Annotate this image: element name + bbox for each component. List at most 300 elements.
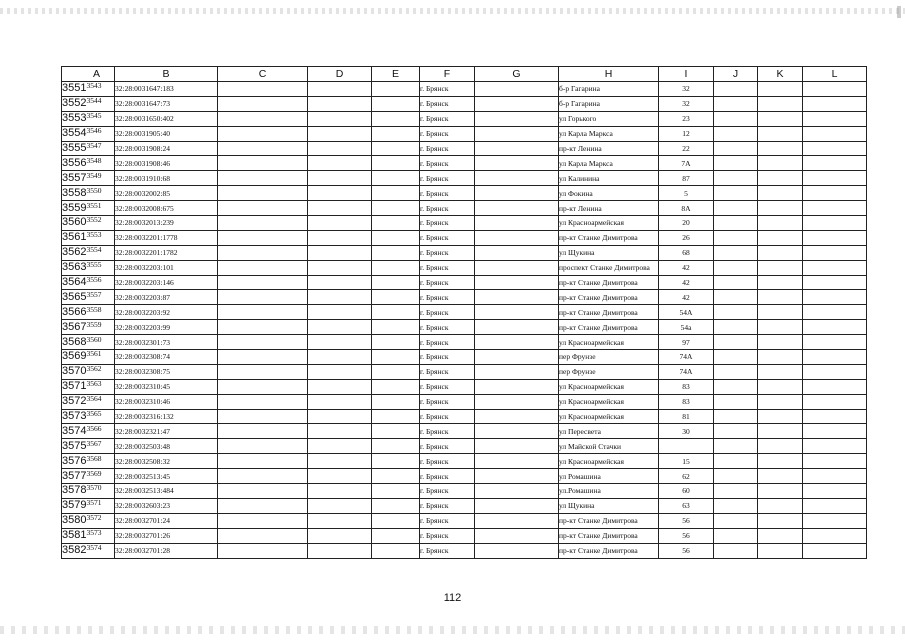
house-number-cell[interactable]: 42 <box>659 290 714 305</box>
house-number-cell[interactable]: 23 <box>659 111 714 126</box>
city-cell[interactable]: г. Брянск <box>420 171 475 186</box>
empty-cell[interactable] <box>372 126 420 141</box>
empty-cell[interactable] <box>758 186 803 201</box>
empty-cell[interactable] <box>475 260 559 275</box>
empty-cell[interactable] <box>714 230 758 245</box>
house-number-cell[interactable]: 56 <box>659 513 714 528</box>
empty-cell[interactable] <box>714 290 758 305</box>
cadastral-number-cell[interactable]: 32:28:0032203:87 <box>115 290 218 305</box>
empty-cell[interactable] <box>714 424 758 439</box>
empty-cell[interactable] <box>218 350 308 365</box>
house-number-cell[interactable]: 81 <box>659 409 714 424</box>
empty-cell[interactable] <box>475 82 559 97</box>
empty-cell[interactable] <box>475 409 559 424</box>
cadastral-number-cell[interactable]: 32:28:0032308:75 <box>115 364 218 379</box>
house-number-cell[interactable]: 32 <box>659 96 714 111</box>
empty-cell[interactable] <box>758 96 803 111</box>
city-cell[interactable]: г. Брянск <box>420 543 475 558</box>
empty-cell[interactable] <box>372 305 420 320</box>
empty-cell[interactable] <box>372 454 420 469</box>
empty-cell[interactable] <box>218 335 308 350</box>
empty-cell[interactable] <box>308 439 372 454</box>
empty-cell[interactable] <box>714 528 758 543</box>
empty-cell[interactable] <box>758 439 803 454</box>
empty-cell[interactable] <box>803 96 867 111</box>
empty-cell[interactable] <box>218 320 308 335</box>
empty-cell[interactable] <box>803 543 867 558</box>
empty-cell[interactable] <box>475 290 559 305</box>
empty-cell[interactable] <box>714 439 758 454</box>
empty-cell[interactable] <box>475 230 559 245</box>
city-cell[interactable]: г. Брянск <box>420 156 475 171</box>
empty-cell[interactable] <box>308 126 372 141</box>
cadastral-number-cell[interactable]: 32:28:0031647:183 <box>115 82 218 97</box>
empty-cell[interactable] <box>714 82 758 97</box>
row-number-cell[interactable] <box>62 379 115 394</box>
empty-cell[interactable] <box>758 335 803 350</box>
empty-cell[interactable] <box>475 335 559 350</box>
empty-cell[interactable] <box>475 439 559 454</box>
street-cell[interactable]: пер Фрунзе <box>559 364 659 379</box>
row-number-cell[interactable] <box>62 350 115 365</box>
cadastral-number-cell[interactable]: 32:28:0032203:146 <box>115 275 218 290</box>
empty-cell[interactable] <box>372 543 420 558</box>
empty-cell[interactable] <box>803 379 867 394</box>
empty-cell[interactable] <box>475 424 559 439</box>
empty-cell[interactable] <box>372 484 420 499</box>
city-cell[interactable]: г. Брянск <box>420 275 475 290</box>
house-number-cell[interactable]: 26 <box>659 230 714 245</box>
empty-cell[interactable] <box>218 305 308 320</box>
row-number-cell[interactable] <box>62 484 115 499</box>
empty-cell[interactable] <box>372 275 420 290</box>
street-cell[interactable]: пр-кт Станке Димитрова <box>559 528 659 543</box>
empty-cell[interactable] <box>308 201 372 216</box>
empty-cell[interactable] <box>218 469 308 484</box>
street-cell[interactable]: ул Горького <box>559 111 659 126</box>
street-cell[interactable]: пр-кт Ленина <box>559 141 659 156</box>
empty-cell[interactable] <box>758 216 803 231</box>
empty-cell[interactable] <box>308 498 372 513</box>
empty-cell[interactable] <box>308 260 372 275</box>
street-cell[interactable]: ул Красноармейская <box>559 335 659 350</box>
empty-cell[interactable] <box>475 320 559 335</box>
street-cell[interactable]: ул Ромашина <box>559 469 659 484</box>
cadastral-number-cell[interactable]: 32:28:0032002:85 <box>115 186 218 201</box>
house-number-cell[interactable]: 30 <box>659 424 714 439</box>
empty-cell[interactable] <box>372 216 420 231</box>
row-number-cell[interactable] <box>62 498 115 513</box>
cadastral-number-cell[interactable]: 32:28:0032316:132 <box>115 409 218 424</box>
city-cell[interactable]: г. Брянск <box>420 513 475 528</box>
empty-cell[interactable] <box>218 171 308 186</box>
empty-cell[interactable] <box>803 439 867 454</box>
house-number-cell[interactable]: 20 <box>659 216 714 231</box>
city-cell[interactable]: г. Брянск <box>420 141 475 156</box>
empty-cell[interactable] <box>475 171 559 186</box>
city-cell[interactable]: г. Брянск <box>420 305 475 320</box>
empty-cell[interactable] <box>372 96 420 111</box>
house-number-cell[interactable]: 5 <box>659 186 714 201</box>
empty-cell[interactable] <box>803 424 867 439</box>
cadastral-number-cell[interactable]: 32:28:0032301:73 <box>115 335 218 350</box>
empty-cell[interactable] <box>218 245 308 260</box>
empty-cell[interactable] <box>803 528 867 543</box>
empty-cell[interactable] <box>714 156 758 171</box>
empty-cell[interactable] <box>308 364 372 379</box>
street-cell[interactable]: б-р Гагарина <box>559 82 659 97</box>
cadastral-number-cell[interactable]: 32:28:0032203:92 <box>115 305 218 320</box>
city-cell[interactable]: г. Брянск <box>420 424 475 439</box>
house-number-cell[interactable]: 87 <box>659 171 714 186</box>
empty-cell[interactable] <box>372 469 420 484</box>
empty-cell[interactable] <box>475 126 559 141</box>
empty-cell[interactable] <box>803 156 867 171</box>
empty-cell[interactable] <box>218 364 308 379</box>
house-number-cell[interactable]: 74А <box>659 350 714 365</box>
empty-cell[interactable] <box>372 335 420 350</box>
empty-cell[interactable] <box>218 126 308 141</box>
empty-cell[interactable] <box>218 216 308 231</box>
row-number-cell[interactable] <box>62 186 115 201</box>
row-number-cell[interactable] <box>62 364 115 379</box>
house-number-cell[interactable]: 15 <box>659 454 714 469</box>
row-number-cell[interactable] <box>62 305 115 320</box>
empty-cell[interactable] <box>372 394 420 409</box>
house-number-cell[interactable]: 83 <box>659 379 714 394</box>
empty-cell[interactable] <box>803 469 867 484</box>
house-number-cell[interactable]: 56 <box>659 528 714 543</box>
city-cell[interactable]: г. Брянск <box>420 454 475 469</box>
empty-cell[interactable] <box>714 320 758 335</box>
empty-cell[interactable] <box>475 111 559 126</box>
empty-cell[interactable] <box>758 454 803 469</box>
street-cell[interactable]: пр-кт Станке Димитрова <box>559 320 659 335</box>
city-cell[interactable]: г. Брянск <box>420 96 475 111</box>
street-cell[interactable]: ул Пересвета <box>559 424 659 439</box>
cadastral-number-cell[interactable]: 32:28:0032321:47 <box>115 424 218 439</box>
row-number-cell[interactable] <box>62 141 115 156</box>
empty-cell[interactable] <box>475 469 559 484</box>
empty-cell[interactable] <box>372 364 420 379</box>
empty-cell[interactable] <box>803 126 867 141</box>
empty-cell[interactable] <box>475 379 559 394</box>
empty-cell[interactable] <box>372 424 420 439</box>
empty-cell[interactable] <box>308 454 372 469</box>
empty-cell[interactable] <box>372 409 420 424</box>
empty-cell[interactable] <box>714 379 758 394</box>
empty-cell[interactable] <box>308 484 372 499</box>
empty-cell[interactable] <box>475 186 559 201</box>
empty-cell[interactable] <box>714 484 758 499</box>
empty-cell[interactable] <box>308 335 372 350</box>
empty-cell[interactable] <box>218 82 308 97</box>
empty-cell[interactable] <box>758 394 803 409</box>
empty-cell[interactable] <box>372 498 420 513</box>
empty-cell[interactable] <box>372 171 420 186</box>
empty-cell[interactable] <box>803 290 867 305</box>
empty-cell[interactable] <box>308 171 372 186</box>
empty-cell[interactable] <box>803 513 867 528</box>
house-number-cell[interactable]: 62 <box>659 469 714 484</box>
cadastral-number-cell[interactable]: 32:28:0032701:24 <box>115 513 218 528</box>
cadastral-number-cell[interactable]: 32:28:0032508:32 <box>115 454 218 469</box>
empty-cell[interactable] <box>218 275 308 290</box>
empty-cell[interactable] <box>475 275 559 290</box>
empty-cell[interactable] <box>308 528 372 543</box>
house-number-cell[interactable]: 42 <box>659 275 714 290</box>
empty-cell[interactable] <box>475 245 559 260</box>
empty-cell[interactable] <box>218 498 308 513</box>
empty-cell[interactable] <box>475 201 559 216</box>
empty-cell[interactable] <box>714 201 758 216</box>
cadastral-number-cell[interactable]: 32:28:0031650:402 <box>115 111 218 126</box>
empty-cell[interactable] <box>308 186 372 201</box>
empty-cell[interactable] <box>218 141 308 156</box>
empty-cell[interactable] <box>475 141 559 156</box>
row-number-cell[interactable] <box>62 513 115 528</box>
empty-cell[interactable] <box>758 364 803 379</box>
row-number-cell[interactable] <box>62 216 115 231</box>
empty-cell[interactable] <box>308 290 372 305</box>
house-number-cell[interactable]: 7А <box>659 156 714 171</box>
empty-cell[interactable] <box>758 409 803 424</box>
empty-cell[interactable] <box>714 335 758 350</box>
street-cell[interactable]: ул.Ромашина <box>559 484 659 499</box>
cadastral-number-cell[interactable]: 32:28:0032013:239 <box>115 216 218 231</box>
street-cell[interactable]: ул Щукина <box>559 245 659 260</box>
empty-cell[interactable] <box>308 424 372 439</box>
empty-cell[interactable] <box>803 245 867 260</box>
empty-cell[interactable] <box>714 126 758 141</box>
city-cell[interactable]: г. Брянск <box>420 230 475 245</box>
empty-cell[interactable] <box>475 484 559 499</box>
empty-cell[interactable] <box>714 513 758 528</box>
house-number-cell[interactable]: 97 <box>659 335 714 350</box>
empty-cell[interactable] <box>803 275 867 290</box>
empty-cell[interactable] <box>714 543 758 558</box>
empty-cell[interactable] <box>372 320 420 335</box>
empty-cell[interactable] <box>475 528 559 543</box>
empty-cell[interactable] <box>803 141 867 156</box>
empty-cell[interactable] <box>803 201 867 216</box>
city-cell[interactable]: г. Брянск <box>420 245 475 260</box>
house-number-cell[interactable] <box>659 439 714 454</box>
empty-cell[interactable] <box>308 156 372 171</box>
cadastral-number-cell[interactable]: 32:28:0032203:99 <box>115 320 218 335</box>
cadastral-number-cell[interactable]: 32:28:0032308:74 <box>115 350 218 365</box>
row-number-cell[interactable] <box>62 335 115 350</box>
house-number-cell[interactable]: 32 <box>659 82 714 97</box>
street-cell[interactable]: пр-кт Станке Димитрова <box>559 290 659 305</box>
row-number-cell[interactable] <box>62 394 115 409</box>
empty-cell[interactable] <box>758 290 803 305</box>
empty-cell[interactable] <box>714 260 758 275</box>
empty-cell[interactable] <box>803 260 867 275</box>
empty-cell[interactable] <box>218 409 308 424</box>
city-cell[interactable]: г. Брянск <box>420 469 475 484</box>
city-cell[interactable]: г. Брянск <box>420 126 475 141</box>
empty-cell[interactable] <box>308 543 372 558</box>
empty-cell[interactable] <box>308 96 372 111</box>
house-number-cell[interactable]: 54А <box>659 305 714 320</box>
cadastral-number-cell[interactable]: 32:28:0032513:484 <box>115 484 218 499</box>
empty-cell[interactable] <box>714 454 758 469</box>
empty-cell[interactable] <box>803 335 867 350</box>
house-number-cell[interactable]: 42 <box>659 260 714 275</box>
empty-cell[interactable] <box>372 350 420 365</box>
empty-cell[interactable] <box>218 290 308 305</box>
empty-cell[interactable] <box>758 141 803 156</box>
cadastral-number-cell[interactable]: 32:28:0032203:101 <box>115 260 218 275</box>
street-cell[interactable]: ул Красноармейская <box>559 379 659 394</box>
empty-cell[interactable] <box>218 201 308 216</box>
city-cell[interactable]: г. Брянск <box>420 379 475 394</box>
empty-cell[interactable] <box>308 82 372 97</box>
row-number-cell[interactable] <box>62 409 115 424</box>
empty-cell[interactable] <box>218 96 308 111</box>
empty-cell[interactable] <box>308 216 372 231</box>
empty-cell[interactable] <box>218 543 308 558</box>
empty-cell[interactable] <box>714 141 758 156</box>
empty-cell[interactable] <box>475 543 559 558</box>
empty-cell[interactable] <box>475 216 559 231</box>
empty-cell[interactable] <box>714 350 758 365</box>
cadastral-number-cell[interactable]: 32:28:0032201:1778 <box>115 230 218 245</box>
cadastral-number-cell[interactable]: 32:28:0032701:28 <box>115 543 218 558</box>
house-number-cell[interactable]: 83 <box>659 394 714 409</box>
empty-cell[interactable] <box>758 528 803 543</box>
empty-cell[interactable] <box>372 141 420 156</box>
empty-cell[interactable] <box>803 230 867 245</box>
empty-cell[interactable] <box>714 364 758 379</box>
row-number-cell[interactable] <box>62 260 115 275</box>
empty-cell[interactable] <box>308 320 372 335</box>
street-cell[interactable]: б-р Гагарина <box>559 96 659 111</box>
empty-cell[interactable] <box>218 439 308 454</box>
empty-cell[interactable] <box>803 364 867 379</box>
empty-cell[interactable] <box>372 186 420 201</box>
city-cell[interactable]: г. Брянск <box>420 439 475 454</box>
street-cell[interactable]: ул Красноармейская <box>559 454 659 469</box>
street-cell[interactable]: ул Щукина <box>559 498 659 513</box>
empty-cell[interactable] <box>372 201 420 216</box>
city-cell[interactable]: г. Брянск <box>420 350 475 365</box>
empty-cell[interactable] <box>714 275 758 290</box>
empty-cell[interactable] <box>372 111 420 126</box>
city-cell[interactable]: г. Брянск <box>420 320 475 335</box>
row-number-cell[interactable] <box>62 245 115 260</box>
city-cell[interactable]: г. Брянск <box>420 394 475 409</box>
city-cell[interactable]: г. Брянск <box>420 216 475 231</box>
cadastral-number-cell[interactable]: 32:28:0032603:23 <box>115 498 218 513</box>
empty-cell[interactable] <box>758 260 803 275</box>
empty-cell[interactable] <box>218 528 308 543</box>
empty-cell[interactable] <box>372 260 420 275</box>
city-cell[interactable]: г. Брянск <box>420 111 475 126</box>
row-number-cell[interactable] <box>62 439 115 454</box>
empty-cell[interactable] <box>758 171 803 186</box>
empty-cell[interactable] <box>803 454 867 469</box>
row-number-cell[interactable] <box>62 543 115 558</box>
city-cell[interactable]: г. Брянск <box>420 186 475 201</box>
empty-cell[interactable] <box>758 245 803 260</box>
row-number-cell[interactable] <box>62 275 115 290</box>
empty-cell[interactable] <box>218 484 308 499</box>
empty-cell[interactable] <box>218 424 308 439</box>
empty-cell[interactable] <box>714 305 758 320</box>
empty-cell[interactable] <box>758 82 803 97</box>
row-number-cell[interactable] <box>62 454 115 469</box>
empty-cell[interactable] <box>758 543 803 558</box>
empty-cell[interactable] <box>758 111 803 126</box>
empty-cell[interactable] <box>803 82 867 97</box>
empty-cell[interactable] <box>803 320 867 335</box>
cadastral-number-cell[interactable]: 32:28:0032201:1782 <box>115 245 218 260</box>
street-cell[interactable]: ул Красноармейская <box>559 409 659 424</box>
empty-cell[interactable] <box>714 186 758 201</box>
house-number-cell[interactable]: 60 <box>659 484 714 499</box>
empty-cell[interactable] <box>758 126 803 141</box>
empty-cell[interactable] <box>803 186 867 201</box>
empty-cell[interactable] <box>218 186 308 201</box>
empty-cell[interactable] <box>218 454 308 469</box>
empty-cell[interactable] <box>308 305 372 320</box>
empty-cell[interactable] <box>218 111 308 126</box>
house-number-cell[interactable]: 12 <box>659 126 714 141</box>
empty-cell[interactable] <box>372 156 420 171</box>
empty-cell[interactable] <box>218 156 308 171</box>
row-number-cell[interactable] <box>62 320 115 335</box>
cadastral-number-cell[interactable]: 32:28:0032008:675 <box>115 201 218 216</box>
row-number-cell[interactable] <box>62 156 115 171</box>
empty-cell[interactable] <box>714 96 758 111</box>
empty-cell[interactable] <box>308 245 372 260</box>
empty-cell[interactable] <box>308 379 372 394</box>
row-number-cell[interactable] <box>62 82 115 97</box>
empty-cell[interactable] <box>308 394 372 409</box>
empty-cell[interactable] <box>372 230 420 245</box>
city-cell[interactable]: г. Брянск <box>420 484 475 499</box>
empty-cell[interactable] <box>475 350 559 365</box>
empty-cell[interactable] <box>714 469 758 484</box>
empty-cell[interactable] <box>308 275 372 290</box>
empty-cell[interactable] <box>758 305 803 320</box>
street-cell[interactable]: пр-кт Станке Димитрова <box>559 543 659 558</box>
empty-cell[interactable] <box>308 513 372 528</box>
row-number-cell[interactable] <box>62 290 115 305</box>
empty-cell[interactable] <box>372 245 420 260</box>
empty-cell[interactable] <box>803 350 867 365</box>
cadastral-number-cell[interactable]: 32:28:0032310:46 <box>115 394 218 409</box>
street-cell[interactable]: пр-кт Станке Димитрова <box>559 305 659 320</box>
empty-cell[interactable] <box>308 230 372 245</box>
empty-cell[interactable] <box>803 111 867 126</box>
empty-cell[interactable] <box>372 439 420 454</box>
empty-cell[interactable] <box>475 305 559 320</box>
empty-cell[interactable] <box>714 409 758 424</box>
cadastral-number-cell[interactable]: 32:28:0032513:45 <box>115 469 218 484</box>
cadastral-number-cell[interactable]: 32:28:0031908:24 <box>115 141 218 156</box>
city-cell[interactable]: г. Брянск <box>420 498 475 513</box>
empty-cell[interactable] <box>475 96 559 111</box>
city-cell[interactable]: г. Брянск <box>420 290 475 305</box>
house-number-cell[interactable]: 68 <box>659 245 714 260</box>
empty-cell[interactable] <box>372 379 420 394</box>
empty-cell[interactable] <box>758 156 803 171</box>
empty-cell[interactable] <box>308 141 372 156</box>
empty-cell[interactable] <box>714 171 758 186</box>
